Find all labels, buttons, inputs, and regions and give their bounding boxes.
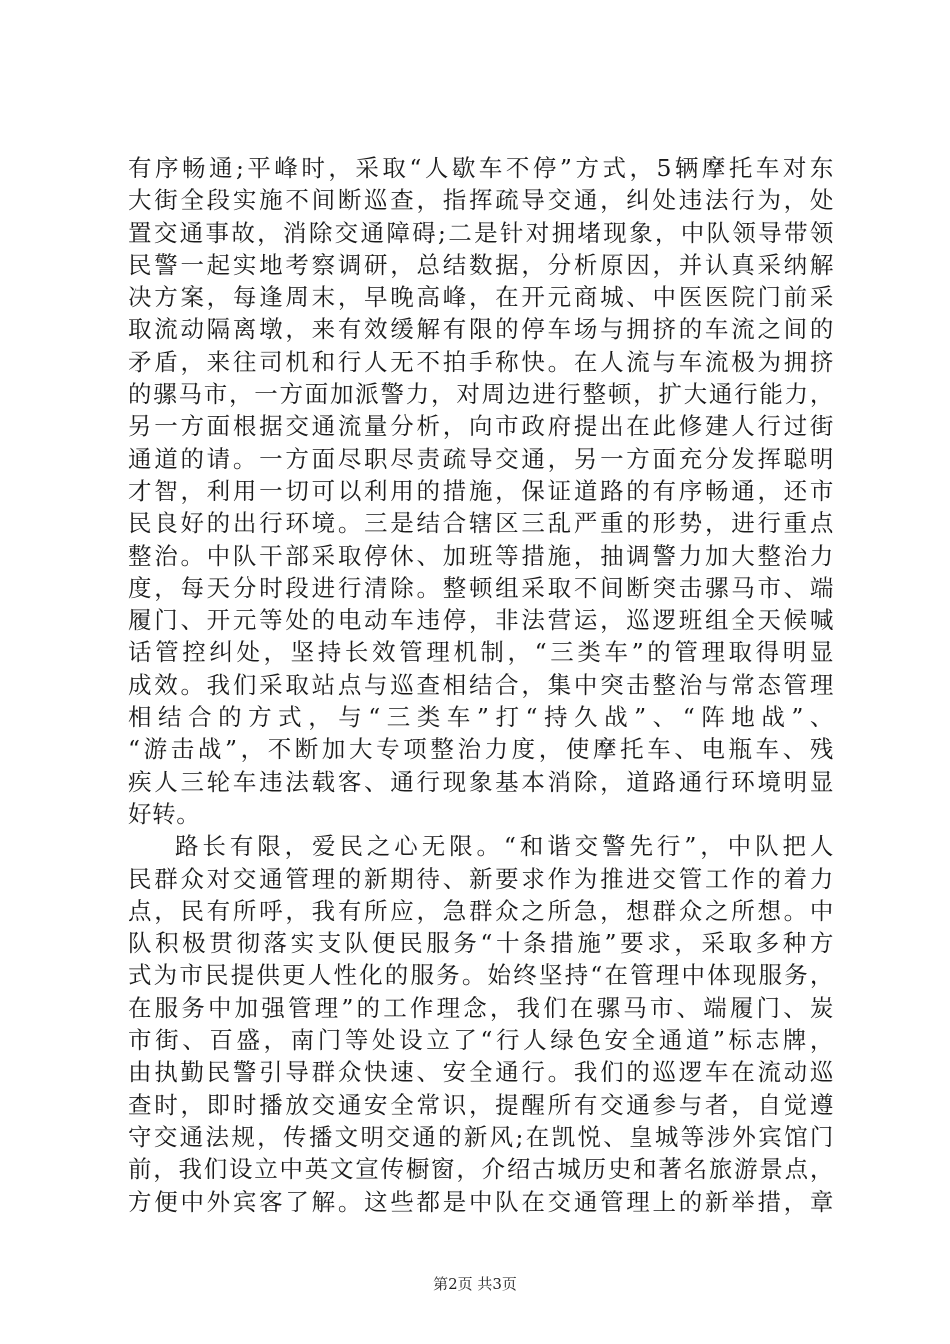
text-line: 查时，即时播放交通安全常识，提醒所有交通参与者，自觉遵: [128, 1090, 834, 1119]
text-line: 度，每天分时段进行清除。整顿组采取不间断突击骡马市、端: [128, 573, 834, 602]
text-line: 在服务中加强管理”的工作理念，我们在骡马市、端履门、炭: [128, 993, 834, 1022]
text-line: 整治。中队干部采取停休、加班等措施，抽调警力加大整治力: [128, 541, 834, 570]
body-text: [128, 152, 834, 1218]
page-number: 第2页 共3页: [433, 1275, 517, 1293]
text-line: 通道的请。一方面尽职尽责疏导交通，另一方面充分发挥聪明: [128, 444, 834, 473]
text-line: 的骡马市，一方面加派警力，对周边进行整顿，扩大通行能力，: [128, 380, 834, 409]
text-line: 方便中外宾客了解。这些都是中队在交通管理上的新举措，章: [128, 1187, 834, 1216]
text-line: 式为市民提供更人性化的服务。始终坚持“在管理中体现服务，: [128, 961, 834, 990]
text-line: 履门、开元等处的电动车违停，非法营运，巡逻班组全天候喊: [128, 606, 834, 635]
text-line: 成效。我们采取站点与巡查相结合，集中突击整治与常态管理: [128, 670, 834, 699]
text-line: 守交通法规，传播文明交通的新风;在凯悦、皇城等涉外宾馆门: [128, 1122, 834, 1151]
text-line: 市街、百盛，南门等处设立了“行人绿色安全通道”标志牌，: [128, 1026, 834, 1055]
paragraph-2: [128, 830, 834, 1218]
text-line: 点，民有所呼，我有所应，急群众之所急，想群众之所想。中: [128, 896, 834, 925]
text-line: 置交通事故，消除交通障碍;二是针对拥堵现象，中队领导带领: [128, 218, 834, 247]
text-line: 疾人三轮车违法载客、通行现象基本消除，道路通行环境明显: [128, 767, 834, 796]
text-line: 话管控纠处，坚持长效管理机制，“三类车”的管理取得明显: [128, 638, 834, 667]
text-line: 取流动隔离墩，来有效缓解有限的停车场与拥挤的车流之间的: [128, 315, 834, 344]
text-line: “游击战”，不断加大专项整治力度，使摩托车、电瓶车、残: [128, 735, 834, 764]
text-line: 相结合的方式，与“三类车”打“持久战”、“阵地战”、: [128, 703, 834, 732]
text-line: 民警一起实地考察调研，总结数据，分析原因，并认真采纳解: [128, 250, 834, 279]
paragraph-1: [128, 152, 834, 830]
text-line: 有序畅通;平峰时，采取“人歇车不停”方式，5辆摩托车对东: [128, 154, 834, 182]
text-line: 由执勤民警引导群众快速、安全通行。我们的巡逻车在流动巡: [128, 1058, 834, 1087]
page-footer: [0, 1274, 950, 1294]
text-line: 路长有限，爱民之心无限。“和谐交警先行”，中队把人: [175, 832, 834, 861]
text-line: 决方案，每逢周末，早晚高峰，在开元商城、中医医院门前采: [128, 283, 834, 312]
text-line: 民群众对交通管理的新期待、新要求作为推进交管工作的着力: [128, 864, 834, 893]
text-line: 好转。: [128, 799, 201, 828]
text-line: 民良好的出行环境。三是结合辖区三乱严重的形势，进行重点: [128, 509, 834, 538]
text-line: 大街全段实施不间断巡查，指挥疏导交通，纠处违法行为，处: [128, 186, 834, 215]
text-line: 队积极贯彻落实支队便民服务“十条措施”要求，采取多种方: [128, 929, 834, 958]
text-line: 矛盾，来往司机和行人无不拍手称快。在人流与车流极为拥挤: [128, 347, 834, 376]
text-line: 前，我们设立中英文宣传橱窗，介绍古城历史和著名旅游景点，: [128, 1155, 834, 1184]
text-line: 才智，利用一切可以利用的措施，保证道路的有序畅通，还市: [128, 476, 834, 505]
text-line: 另一方面根据交通流量分析，向市政府提出在此修建人行过街: [128, 412, 834, 441]
